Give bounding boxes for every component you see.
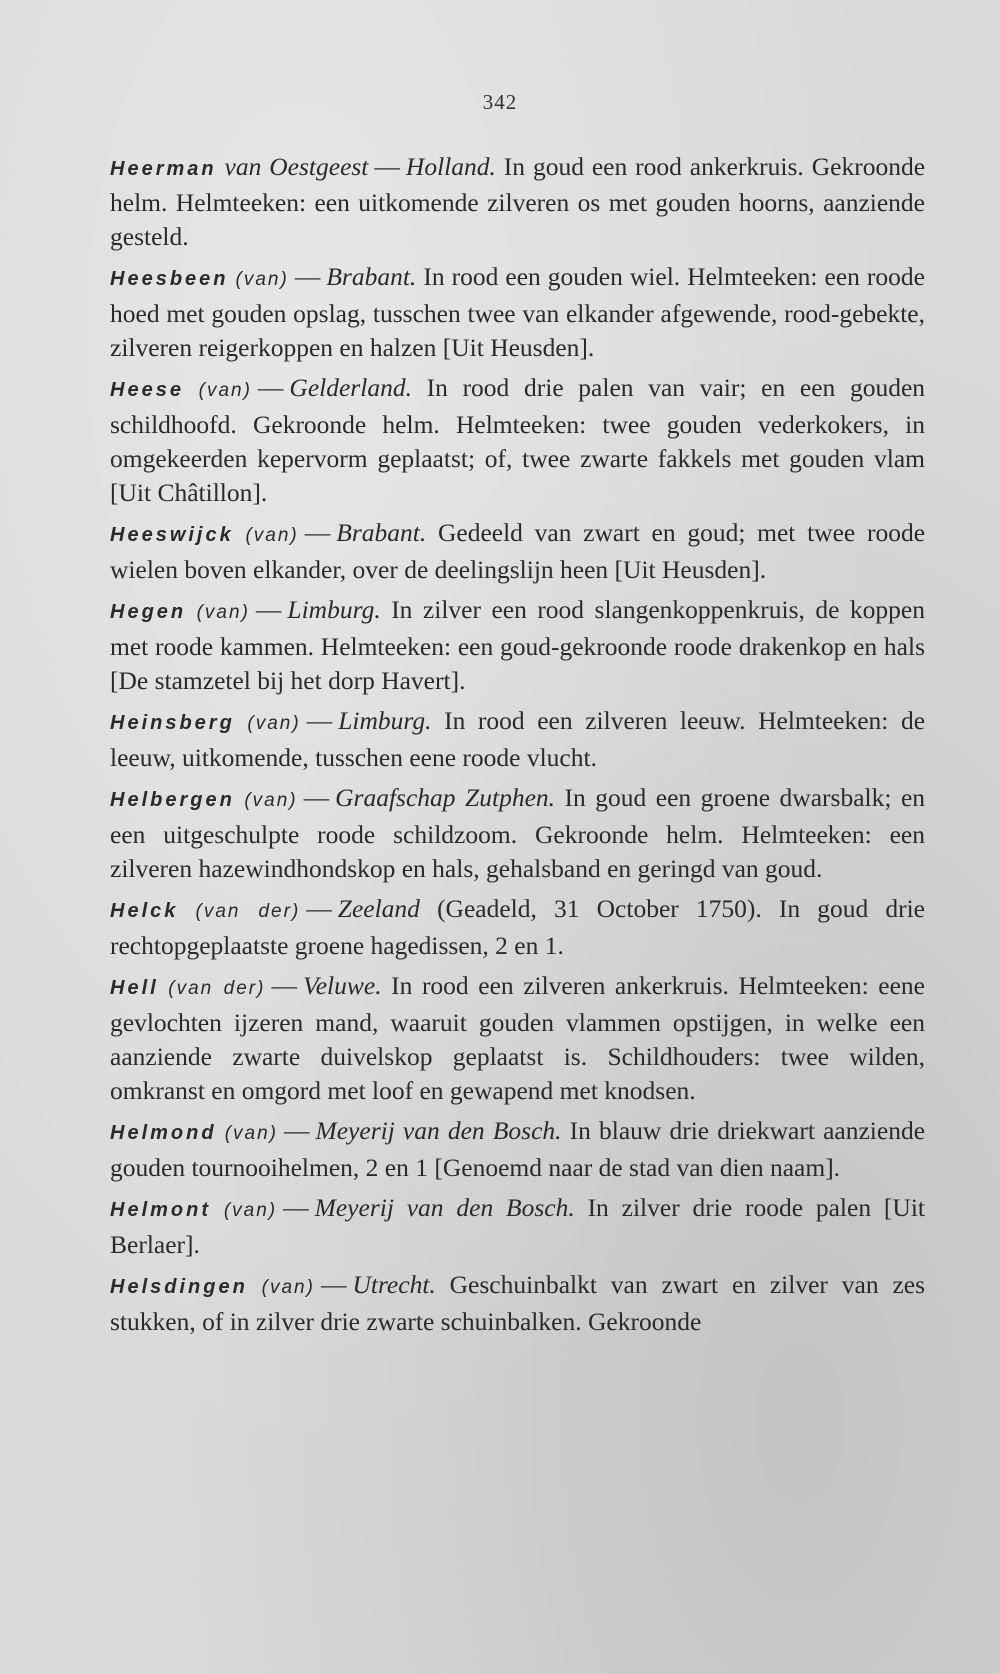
entry-text: In rood een gouden wiel. Helmteeken: een roode hoed met gouden opslag, tusschen twee van elkander afgewende, rood-gebekte, zilveren reigerkoppen en halzen [Uit Heusden]. [110,262,925,362]
entry [110,781,925,886]
entry-text: In goud een groene dwarsbalk; en een uitgeschulpte roode schildzoom. Gekroonde helm. Helmteeken: een zilveren hazewindhondskop en hals, gehalsband en geringd van goud. [110,783,926,883]
entry-particle: (van der) [168,978,266,999]
entry-dash: — [255,595,282,624]
entry-particle: van Oestgeest [224,152,369,181]
entry-particle: (van) [223,1200,278,1221]
entry [110,150,925,254]
entry-name: Heesbeen [110,268,229,290]
entry-region: Utrecht. [352,1270,436,1299]
entry-text: In rood een zilveren ankerkruis. Helmteeken: eene gevlochten ijzeren mand, waaruit gouden vlammen opstijgen, in welke een aanziende zwarte duivelskop geplaatst is. Schildhouders: twee wilden, omkranst en omgord met loof en gewapend met knodsen. [110,971,925,1105]
entry-dash: — [283,1193,309,1222]
entry-text: In goud een rood ankerkruis. Gekroonde helm. Helmteeken: een uitkomende zilveren os met gouden hoorns, aanziende gesteld. [110,152,926,251]
entry-text: In rood een zilveren leeuw. Helmteeken: de leeuw, uitkomende, tusschen eene roode vlucht. [110,706,926,772]
entry-text: Geschuinbalkt van zwart en zilver van zes stukken, of in zilver drie zwarte schuinbalken. Gekroonde [110,1270,925,1336]
entry-particle: (van) [198,380,252,401]
entry-list [110,150,925,1345]
entry-region: Gelderland. [289,373,412,402]
entry [110,1191,925,1262]
entry-region: Holland. [405,152,496,181]
entry-text: In zilver een rood slangenkoppenkruis, de koppen met roode kammen. Helmteeken: een goud-gekroonde roode drakenkop en hals [De stamzetel bij het dorp Havert]. [110,595,925,695]
entry-particle: (van) [235,269,289,290]
entry [110,969,925,1108]
entry-text: In zilver drie roode palen [Uit Berlaer]. [110,1193,925,1259]
entry-region: Brabant. [326,262,417,291]
entry-text: Gedeeld van zwart en goud; met twee roode wielen boven elkander, over de deelingslijn heen [Uit Heusden]. [110,518,926,584]
page-number: 342 [482,90,518,114]
entry-particle: (van) [261,1277,315,1298]
entry [110,704,925,775]
entry-name: Heerman [110,158,217,180]
entry [110,1268,925,1339]
entry-dash: — [304,518,331,547]
entry [110,260,925,365]
entry-dash: — [257,373,284,402]
entry-region: Brabant. [336,518,427,547]
entry-dash: — [284,1116,310,1145]
entry-name: Heinsberg [110,712,235,734]
entry-dash: — [374,152,400,181]
entry-name: Hell [110,977,159,999]
entry-particle: (van) [244,790,298,811]
entry-particle: (van) [245,525,299,546]
entry-region: Graafschap Zutphen. [335,783,556,812]
entry [110,1114,925,1185]
entry-text: (Geadeld, 31 October 1750). In goud drie rechtopgeplaatste groene hagedissen, 2 en 1. [110,894,926,960]
entry-name: Helck [110,900,179,922]
entry-dash: — [294,262,321,291]
entry-name: Heeswijck [110,524,234,546]
entry-name: Helmont [110,1199,211,1221]
entry-region: Limburg. [287,595,381,624]
entry-name: Hegen [110,601,187,623]
entry-dash: — [303,783,330,812]
entry [110,516,925,587]
entry-region: Limburg. [338,706,432,735]
entry-region: Veluwe. [302,971,382,1000]
entry-particle: (van) [224,1123,278,1144]
entry-name: Helmond [110,1122,217,1144]
entry [110,892,925,963]
entry-region: Zeeland [337,894,420,923]
entry-dash: — [320,1270,347,1299]
entry-region: Meyerij van den Bosch. [314,1193,575,1222]
entry [110,593,925,698]
entry-particle: (van) [196,602,250,623]
entry-dash: — [306,894,332,923]
entry-text: In rood drie palen van vair; en een gouden schildhoofd. Gekroonde helm. Helmteeken: twee gouden vederkokers, in omgekeerden kepervorm geplaatst; of, twee zwarte fakkels met gouden vlam [Uit Châtillon]. [110,373,926,507]
entry-particle: (van) [247,713,301,734]
entry-dash: — [306,706,333,735]
entry [110,371,925,510]
entry-particle: (van der) [195,901,301,922]
entry-name: Helsdingen [110,1276,248,1298]
entry-dash: — [271,971,297,1000]
entry-text: In blauw drie driekwart aanziende gouden tournooihelmen, 2 en 1 [Genoemd naar de stad van dien naam]. [110,1116,926,1182]
entry-name: Heese [110,379,184,401]
entry-name: Helbergen [110,789,235,811]
entry-region: Meyerij van den Bosch. [315,1116,562,1145]
